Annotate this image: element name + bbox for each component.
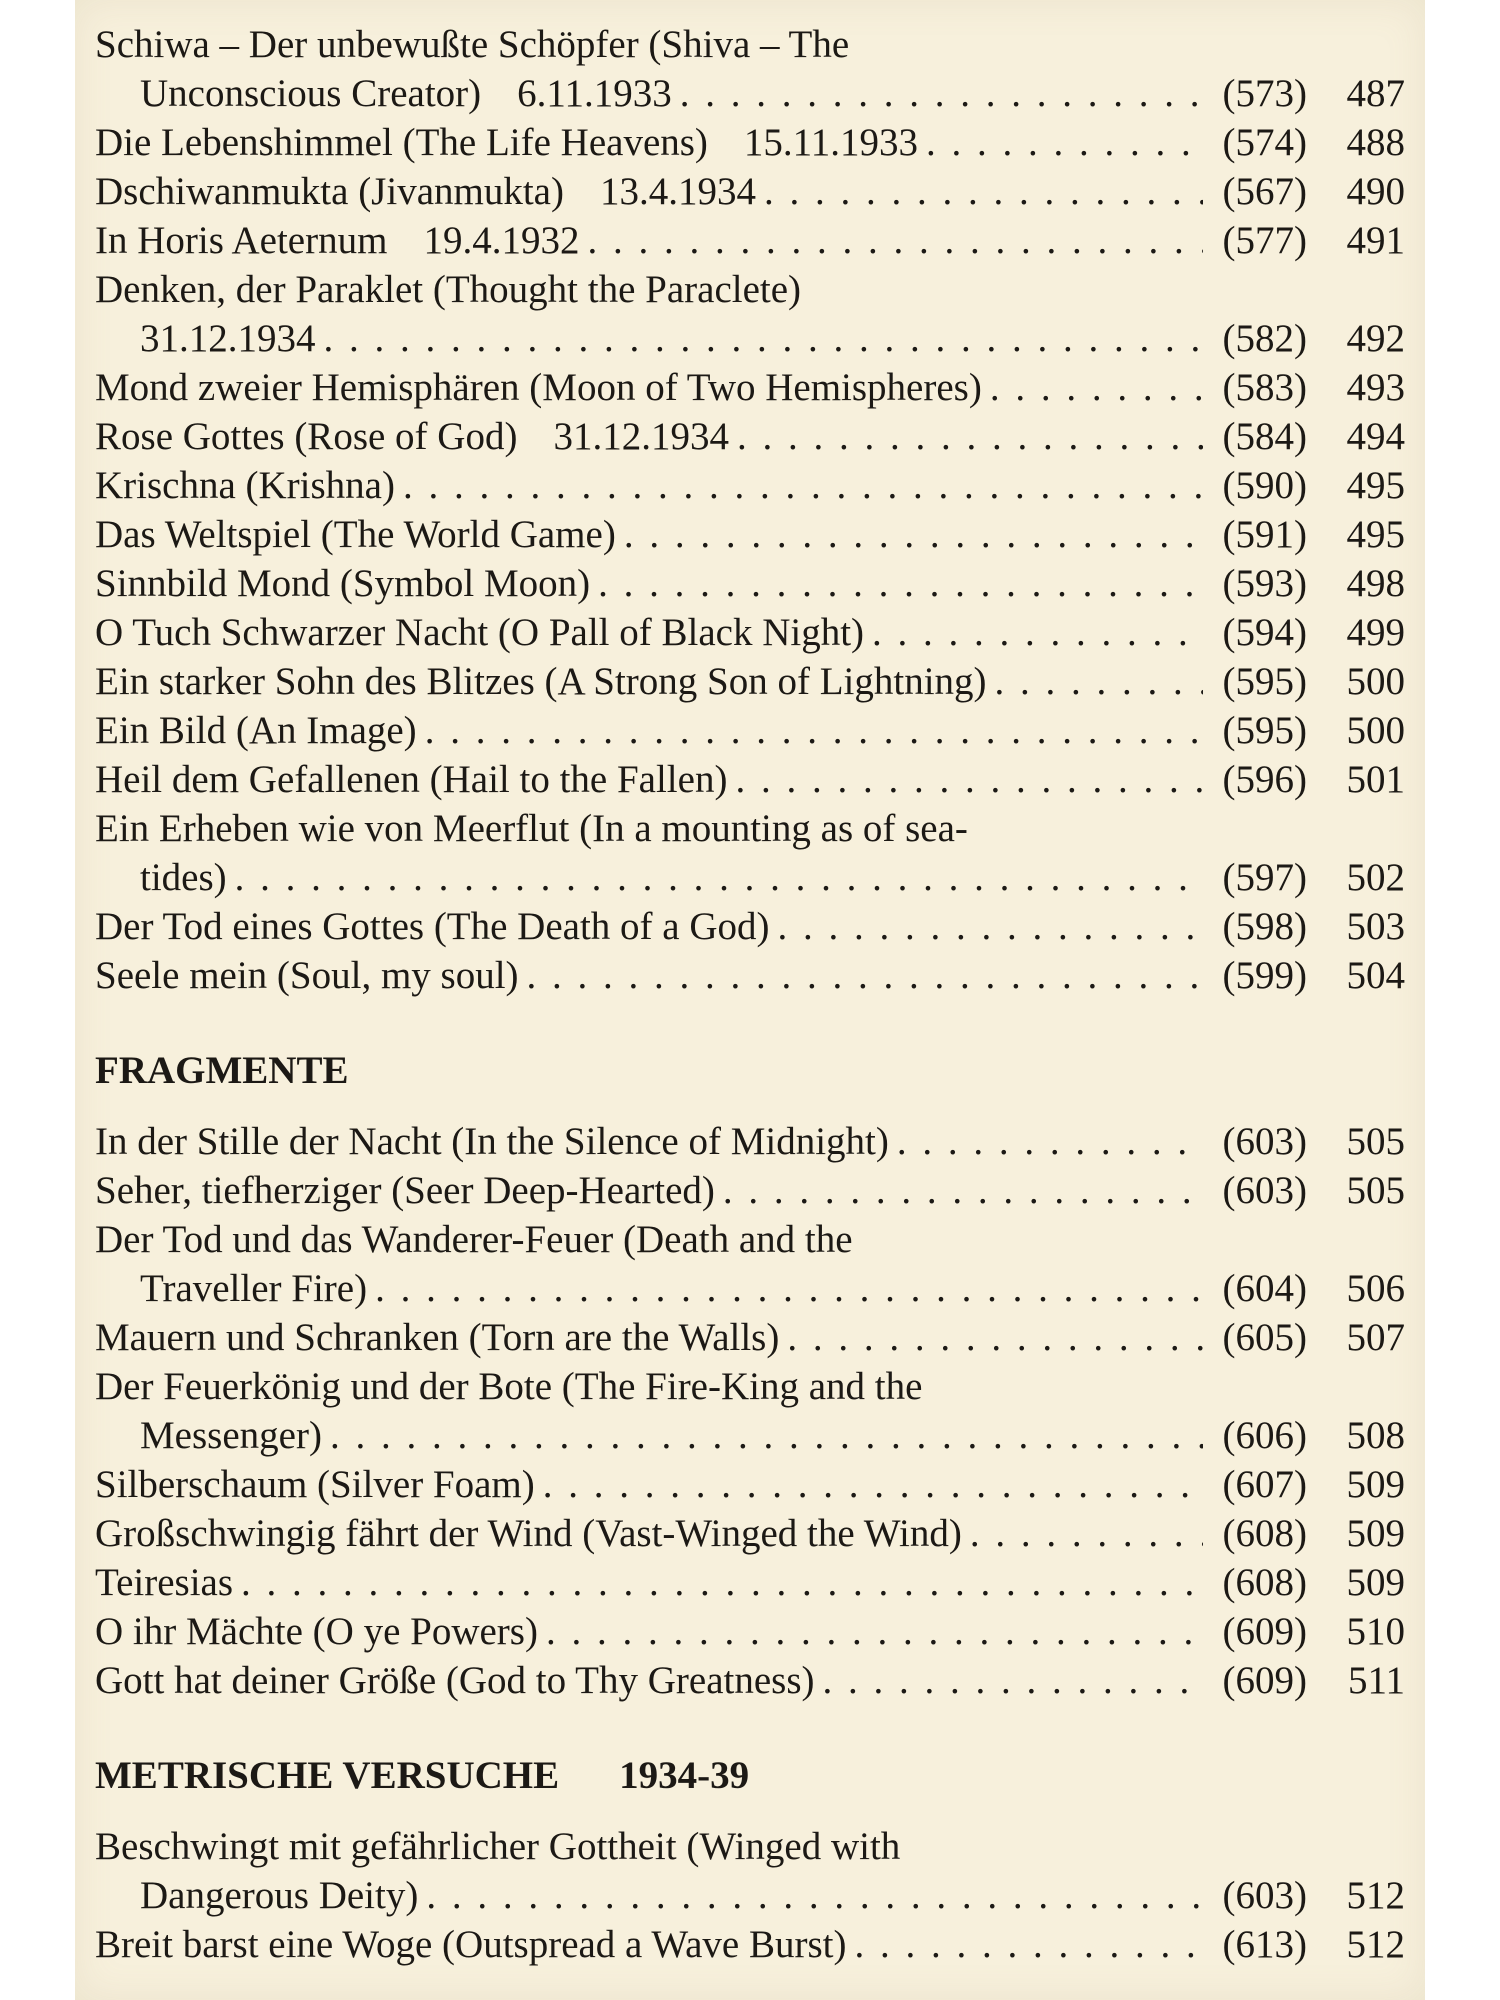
- toc-entry: [95, 657, 1405, 706]
- toc-entry: [95, 1313, 1405, 1362]
- entry-reference: (605): [1222, 1316, 1307, 1359]
- entry-date: 31.12.1934: [553, 415, 729, 458]
- toc-entry-line: [95, 1822, 1405, 1871]
- dot-leader: [527, 951, 1203, 1000]
- toc-entry-line: [95, 216, 1405, 265]
- toc-entry-line: [95, 461, 1405, 510]
- entry-reference: (598): [1222, 905, 1307, 948]
- section-heading-date: 1934-39: [619, 1754, 750, 1797]
- entry-title: tides): [140, 856, 227, 899]
- entry-page-number: 512: [1346, 1923, 1405, 1966]
- entry-page-number: 509: [1346, 1561, 1405, 1604]
- toc-entry-line: [95, 559, 1405, 608]
- entry-date: 13.4.1934: [599, 170, 756, 213]
- entry-page-number: 498: [1346, 562, 1405, 605]
- toc-entry-line: [95, 118, 1405, 167]
- toc-entry-line: [95, 853, 1405, 902]
- toc-entry-line: [95, 1264, 1405, 1313]
- toc-entry-line: [95, 1607, 1405, 1656]
- dot-leader: [926, 118, 1203, 167]
- dot-leader: [324, 314, 1204, 363]
- toc-entry-line: [95, 1215, 1405, 1264]
- toc-entry: [95, 559, 1405, 608]
- entry-page-number: 488: [1346, 121, 1405, 164]
- toc-entry: [95, 1607, 1405, 1656]
- entry-page-number: 510: [1346, 1610, 1405, 1653]
- toc-entry-line: [95, 1362, 1405, 1411]
- dot-leader: [598, 559, 1203, 608]
- toc-entry: [95, 265, 1405, 363]
- toc-entry-line: [95, 69, 1405, 118]
- entry-title: Rose Gottes (Rose of God): [95, 415, 518, 458]
- toc-entry: [95, 1215, 1405, 1313]
- entry-title: Seher, tiefherziger (Seer Deep-Hearted): [95, 1169, 715, 1212]
- dot-leader: [241, 1558, 1203, 1607]
- dot-leader: [823, 1656, 1203, 1705]
- entry-title: Traveller Fire): [140, 1267, 368, 1310]
- toc-entry: [95, 706, 1405, 755]
- entry-title: Das Weltspiel (The World Game): [95, 513, 616, 556]
- section-heading: [95, 1751, 1405, 1800]
- entry-page-number: 487: [1346, 72, 1405, 115]
- entry-title: Der Feuerkönig und der Bote (The Fire-King and the: [95, 1365, 923, 1408]
- entry-title: Großschwingig fährt der Wind (Vast-Winged the Wind): [95, 1512, 962, 1555]
- dot-leader: [330, 1411, 1203, 1460]
- toc-entry: [95, 755, 1405, 804]
- toc-entry-line: [95, 314, 1405, 363]
- entry-reference: (613): [1222, 1923, 1307, 1966]
- entry-page-number: 490: [1346, 170, 1405, 213]
- entry-title: Dangerous Deity): [140, 1874, 419, 1917]
- toc-entry: [95, 167, 1405, 216]
- entry-reference: (603): [1222, 1169, 1307, 1212]
- entry-page-number: 493: [1346, 366, 1405, 409]
- entry-page-number: 508: [1346, 1414, 1405, 1457]
- entry-page-number: 495: [1346, 513, 1405, 556]
- entry-reference: (595): [1222, 709, 1307, 752]
- entry-reference: (606): [1222, 1414, 1307, 1457]
- entry-date: 15.11.1933: [743, 121, 918, 164]
- toc-entry: [95, 1117, 1405, 1166]
- toc-entry-line: [95, 20, 1405, 69]
- toc-entry-line: [95, 412, 1405, 461]
- toc-entry-line: [95, 1656, 1405, 1705]
- entry-title: Mond zweier Hemisphären (Moon of Two Hemispheres): [95, 366, 982, 409]
- entry-title: Dschiwanmukta (Jivanmukta): [95, 170, 564, 213]
- toc-entry: [95, 20, 1405, 118]
- entry-page-number: 500: [1346, 660, 1405, 703]
- entry-title: Beschwingt mit gefährlicher Gottheit (Winged with: [95, 1825, 901, 1868]
- section-heading-title: FRAGMENTE: [95, 1049, 349, 1092]
- entry-title: Breit barst eine Woge (Outspread a Wave Burst): [95, 1923, 847, 1966]
- entry-title: In Horis Aeternum: [95, 219, 388, 262]
- entry-page-number: 499: [1346, 611, 1405, 654]
- entry-reference: (609): [1222, 1610, 1307, 1653]
- entry-reference: (583): [1222, 366, 1307, 409]
- entry-title: Sinnbild Mond (Symbol Moon): [95, 562, 591, 605]
- entry-title: Ein Erheben wie von Meerflut (In a mounting as of sea-: [95, 807, 968, 850]
- toc-entry: [95, 1362, 1405, 1460]
- toc-entry: [95, 1558, 1405, 1607]
- entry-reference: (603): [1222, 1120, 1307, 1163]
- entry-title: Denken, der Paraklet (Thought the Paraclete): [95, 268, 802, 311]
- dot-leader: [735, 755, 1203, 804]
- entry-reference: (573): [1222, 72, 1307, 115]
- entry-title: Ein starker Sohn des Blitzes (A Strong Son of Lightning): [95, 660, 987, 703]
- entry-date: 19.4.1932: [423, 219, 580, 262]
- entry-reference: (595): [1222, 660, 1307, 703]
- entry-title: Der Tod eines Gottes (The Death of a God): [95, 905, 770, 948]
- dot-leader: [787, 1313, 1203, 1362]
- dot-leader: [995, 657, 1203, 706]
- entry-reference: (603): [1222, 1874, 1307, 1917]
- toc-entry-line: [95, 1117, 1405, 1166]
- toc-entry-line: [95, 1166, 1405, 1215]
- entry-page-number: 501: [1346, 758, 1405, 801]
- dot-leader: [970, 1509, 1203, 1558]
- entry-page-number: 491: [1346, 219, 1405, 262]
- entry-reference: (567): [1222, 170, 1307, 213]
- toc-entry-line: [95, 363, 1405, 412]
- toc-entry-line: [95, 804, 1405, 853]
- entry-title: 31.12.1934: [140, 317, 316, 360]
- dot-leader: [737, 412, 1203, 461]
- entry-reference: (599): [1222, 954, 1307, 997]
- dot-leader: [426, 1871, 1203, 1920]
- toc-entry-line: [95, 510, 1405, 559]
- entry-page-number: 506: [1346, 1267, 1405, 1310]
- entry-reference: (596): [1222, 758, 1307, 801]
- entry-title: In der Stille der Nacht (In the Silence of Midnight): [95, 1120, 889, 1163]
- toc-entry-line: [95, 706, 1405, 755]
- toc-entry: [95, 1656, 1405, 1705]
- toc-entry-line: [95, 1313, 1405, 1362]
- toc-entry-line: [95, 951, 1405, 1000]
- toc-entry-line: [95, 1460, 1405, 1509]
- entry-reference: (604): [1222, 1267, 1307, 1310]
- entry-title: Unconscious Creator): [140, 72, 482, 115]
- toc-entry: [95, 461, 1405, 510]
- toc-entry: [95, 412, 1405, 461]
- toc-entry: [95, 118, 1405, 167]
- toc-entry-line: [95, 755, 1405, 804]
- entry-title: Messenger): [140, 1414, 322, 1457]
- entry-page-number: 500: [1346, 709, 1405, 752]
- toc-entry: [95, 902, 1405, 951]
- entry-reference: (609): [1222, 1659, 1307, 1702]
- dot-leader: [587, 216, 1203, 265]
- entry-reference: (582): [1222, 317, 1307, 360]
- section-heading-title: METRISCHE VERSUCHE: [95, 1754, 560, 1797]
- toc-entry: [95, 363, 1405, 412]
- entry-title: Heil dem Gefallenen (Hail to the Fallen): [95, 758, 728, 801]
- toc-entry-line: [95, 1411, 1405, 1460]
- table-of-contents: [95, 20, 1405, 1969]
- entry-reference: (607): [1222, 1463, 1307, 1506]
- dot-leader: [897, 1117, 1203, 1166]
- entry-title: O Tuch Schwarzer Nacht (O Pall of Black Night): [95, 611, 865, 654]
- entry-title: Teiresias: [95, 1561, 234, 1604]
- entry-page-number: 511: [1347, 1659, 1405, 1702]
- toc-entry-line: [95, 1871, 1405, 1920]
- toc-entry: [95, 1460, 1405, 1509]
- toc-entry: [95, 216, 1405, 265]
- entry-title: Mauern und Schranken (Torn are the Walls): [95, 1316, 780, 1359]
- book-page: [75, 0, 1425, 2000]
- entry-title: Seele mein (Soul, my soul): [95, 954, 519, 997]
- dot-leader: [235, 853, 1203, 902]
- entry-page-number: 512: [1346, 1874, 1405, 1917]
- toc-entry-line: [95, 1920, 1405, 1969]
- toc-entry-line: [95, 167, 1405, 216]
- dot-leader: [990, 363, 1203, 412]
- entry-reference: (584): [1222, 415, 1307, 458]
- toc-entry-line: [95, 1509, 1405, 1558]
- dot-leader: [680, 69, 1203, 118]
- entry-reference: (574): [1222, 121, 1307, 164]
- dot-leader: [403, 461, 1203, 510]
- dot-leader: [764, 167, 1203, 216]
- dot-leader: [778, 902, 1203, 951]
- toc-entry: [95, 1509, 1405, 1558]
- entry-date: 6.11.1933: [517, 72, 672, 115]
- dot-leader: [546, 1607, 1203, 1656]
- entry-page-number: 505: [1346, 1120, 1405, 1163]
- dot-leader: [854, 1920, 1203, 1969]
- entry-reference: (591): [1222, 513, 1307, 556]
- toc-entry-line: [95, 1558, 1405, 1607]
- entry-reference: (593): [1222, 562, 1307, 605]
- dot-leader: [375, 1264, 1203, 1313]
- entry-title: Silberschaum (Silver Foam): [95, 1463, 535, 1506]
- entry-reference: (590): [1222, 464, 1307, 507]
- toc-entry-line: [95, 657, 1405, 706]
- entry-reference: (608): [1222, 1561, 1307, 1604]
- dot-leader: [723, 1166, 1203, 1215]
- toc-entry: [95, 1920, 1405, 1969]
- entry-title: Die Lebenshimmel (The Life Heavens): [95, 121, 708, 164]
- entry-page-number: 502: [1346, 856, 1405, 899]
- toc-entry: [95, 804, 1405, 902]
- toc-entry-line: [95, 608, 1405, 657]
- dot-leader: [543, 1460, 1203, 1509]
- entry-page-number: 492: [1346, 317, 1405, 360]
- entry-reference: (577): [1222, 219, 1307, 262]
- entry-page-number: 495: [1346, 464, 1405, 507]
- toc-entry: [95, 1822, 1405, 1920]
- entry-title: Ein Bild (An Image): [95, 709, 417, 752]
- entry-page-number: 507: [1346, 1316, 1405, 1359]
- section-heading: [95, 1046, 1405, 1095]
- toc-entry-line: [95, 265, 1405, 314]
- entry-page-number: 509: [1346, 1463, 1405, 1506]
- toc-entry: [95, 510, 1405, 559]
- toc-entry: [95, 608, 1405, 657]
- entry-title: Schiwa – Der unbewußte Schöpfer (Shiva – The: [95, 23, 850, 66]
- entry-page-number: 494: [1346, 415, 1405, 458]
- toc-entry-line: [95, 902, 1405, 951]
- entry-reference: (608): [1222, 1512, 1307, 1555]
- dot-leader: [872, 608, 1203, 657]
- dot-leader: [624, 510, 1203, 559]
- toc-entry: [95, 1166, 1405, 1215]
- entry-page-number: 505: [1346, 1169, 1405, 1212]
- toc-entry: [95, 951, 1405, 1000]
- entry-title: Der Tod und das Wanderer-Feuer (Death and the: [95, 1218, 853, 1261]
- entry-page-number: 509: [1346, 1512, 1405, 1555]
- entry-page-number: 503: [1346, 905, 1405, 948]
- entry-page-number: 504: [1346, 954, 1405, 997]
- entry-title: O ihr Mächte (O ye Powers): [95, 1610, 538, 1653]
- entry-title: Krischna (Krishna): [95, 464, 395, 507]
- entry-reference: (597): [1222, 856, 1307, 899]
- entry-reference: (594): [1222, 611, 1307, 654]
- entry-title: Gott hat deiner Größe (God to Thy Greatness): [95, 1659, 815, 1702]
- dot-leader: [425, 706, 1203, 755]
